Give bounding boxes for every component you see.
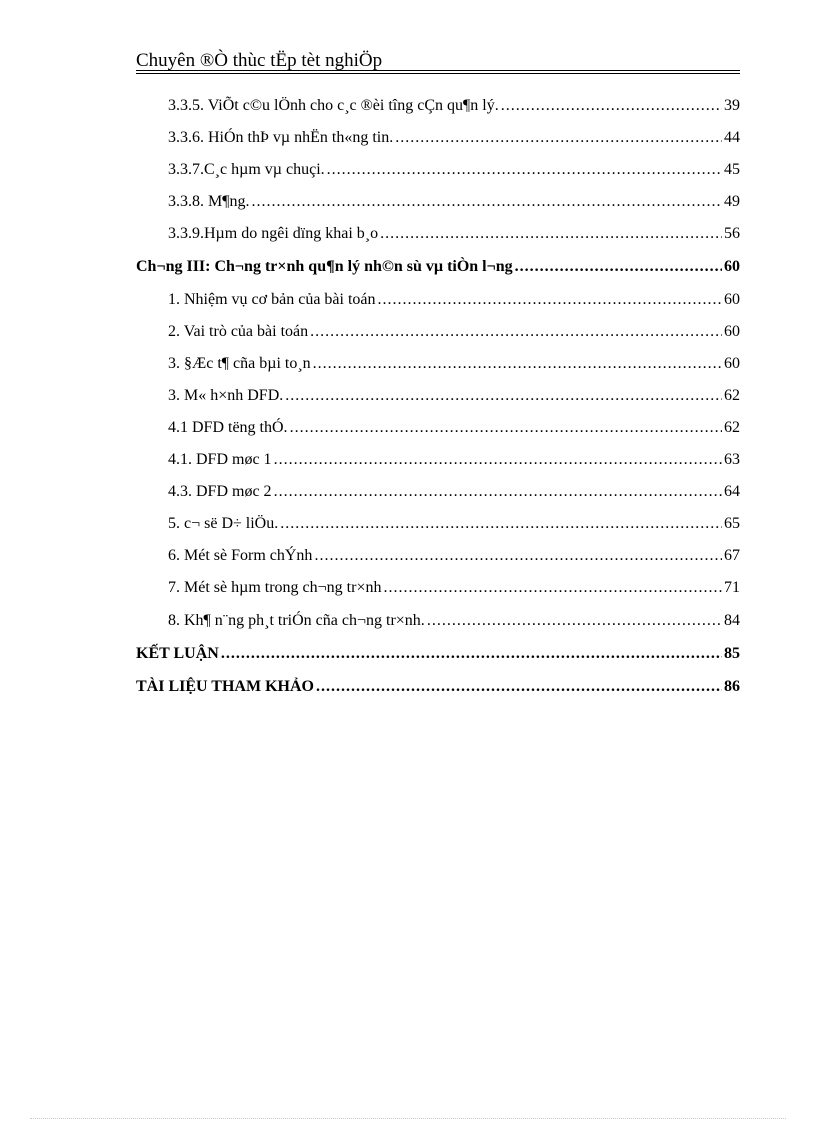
toc-entry[interactable] (168, 510, 740, 538)
toc-entry[interactable] (168, 478, 740, 506)
toc-leader (290, 414, 722, 442)
toc-leader (427, 607, 722, 635)
toc-entry-title: 6. Mét sè Form chÝnh (168, 547, 313, 564)
toc-chapter-entry[interactable] (136, 253, 740, 281)
toc-leader (313, 350, 722, 378)
toc-entry-page: 60 (724, 258, 740, 275)
toc-entry-page: 60 (724, 323, 740, 340)
toc-leader (221, 640, 722, 668)
toc-entry[interactable] (168, 382, 740, 410)
toc-entry-title: TÀI LIỆU THAM KHẢO (136, 678, 314, 695)
toc-leader (280, 510, 722, 538)
toc-entry-page: 86 (724, 678, 740, 695)
toc-leader (378, 286, 722, 314)
toc-leader (316, 673, 722, 701)
toc-leader (515, 253, 722, 281)
toc-entry-page: 64 (724, 483, 740, 500)
toc-entry[interactable] (168, 350, 740, 378)
toc-leader (383, 574, 722, 602)
toc-entry-page: 65 (724, 515, 740, 532)
toc-leader (314, 542, 722, 570)
toc-entry-title: 4.3. DFD møc 2 (168, 483, 272, 500)
toc-chapter-entry[interactable] (136, 673, 740, 701)
toc-entry[interactable] (168, 286, 740, 314)
toc-leader (274, 446, 722, 474)
toc-entry[interactable] (168, 414, 740, 442)
page-bottom-border (30, 1118, 786, 1119)
toc-entry[interactable] (168, 156, 740, 184)
header-title: Chuyên ®Ò thùc tËp tèt nghiÖp (136, 50, 383, 71)
header-rule (136, 70, 740, 74)
toc-entry-title: 3.3.9.Hµm do ngêi dïng khai b¸o (168, 225, 379, 242)
toc-entry-title: 3. M« h×nh DFD. (168, 387, 284, 404)
toc-leader (501, 92, 722, 120)
toc-leader (327, 156, 722, 184)
toc-entry-page: 62 (724, 387, 740, 404)
toc-entry-page: 67 (724, 547, 740, 564)
toc-entry-page: 44 (724, 129, 740, 146)
toc-entry-title: KẾT LUẬN (136, 645, 219, 662)
page-header (136, 48, 740, 74)
toc-entry-page: 60 (724, 291, 740, 308)
toc-entry-page: 62 (724, 419, 740, 436)
toc-entry-title: 3.3.6. HiÓn thÞ vµ nhËn th«ng tin. (168, 129, 394, 146)
toc-entry-title: 1. Nhiệm vụ cơ bản của bài toán (168, 291, 376, 308)
toc-entry-page: 56 (724, 225, 740, 242)
toc-entry[interactable] (168, 220, 740, 248)
toc-entry-title: 3. §Æc t¶ cña bµi to¸n (168, 355, 311, 372)
toc-entry-title: 3.3.7.C¸c hµm vµ chuçi. (168, 161, 325, 178)
toc-leader (285, 382, 722, 410)
toc-entry-page: 49 (724, 193, 740, 210)
toc-entry-title: 4.1. DFD møc 1 (168, 451, 272, 468)
toc-entry-page: 63 (724, 451, 740, 468)
toc-leader (395, 124, 722, 152)
toc-entry-page: 60 (724, 355, 740, 372)
toc-entry-title: 3.3.8. M¶ng. (168, 193, 250, 210)
toc-entry[interactable] (168, 607, 740, 635)
toc-chapter-entry[interactable] (136, 640, 740, 668)
toc-entry-page: 45 (724, 161, 740, 178)
toc-entry[interactable] (168, 574, 740, 602)
toc-leader (310, 318, 722, 346)
toc-entry-page: 85 (724, 645, 740, 662)
toc-leader (380, 220, 722, 248)
toc-entry[interactable] (168, 542, 740, 570)
toc-leader (251, 188, 722, 216)
toc-entry[interactable] (168, 124, 740, 152)
toc-entry-title: 5. c¬ së D÷ liÖu. (168, 515, 279, 532)
toc-entry-title: 3.3.5. ViÕt c©u lÖnh cho c¸c ®èi tîng cÇn qu¶n lý. (168, 97, 499, 114)
toc-entry-title: 7. Mét sè hµm trong ch¬ng tr×nh (168, 579, 382, 596)
toc-entry-page: 71 (724, 579, 740, 596)
toc-entry-title: 4.1 DFD tëng thÓ. (168, 419, 288, 436)
toc-entry-page: 39 (724, 97, 740, 114)
toc-entry-page: 84 (724, 612, 740, 629)
toc-entry-title: 8. Kh¶ n¨ng ph¸t triÓn cña ch¬ng tr×nh. (168, 612, 425, 629)
toc-entry-title: Ch¬ng III: Ch¬ng tr×nh qu¶n lý nh©n sù vµ tiÒn l¬ng (136, 258, 513, 275)
toc-entry[interactable] (168, 318, 740, 346)
toc-entry[interactable] (168, 446, 740, 474)
toc-leader (274, 478, 722, 506)
toc-entry[interactable] (168, 188, 740, 216)
toc-entry[interactable] (168, 92, 740, 120)
toc-entry-title: 2. Vai trò của bài toán (168, 323, 309, 340)
